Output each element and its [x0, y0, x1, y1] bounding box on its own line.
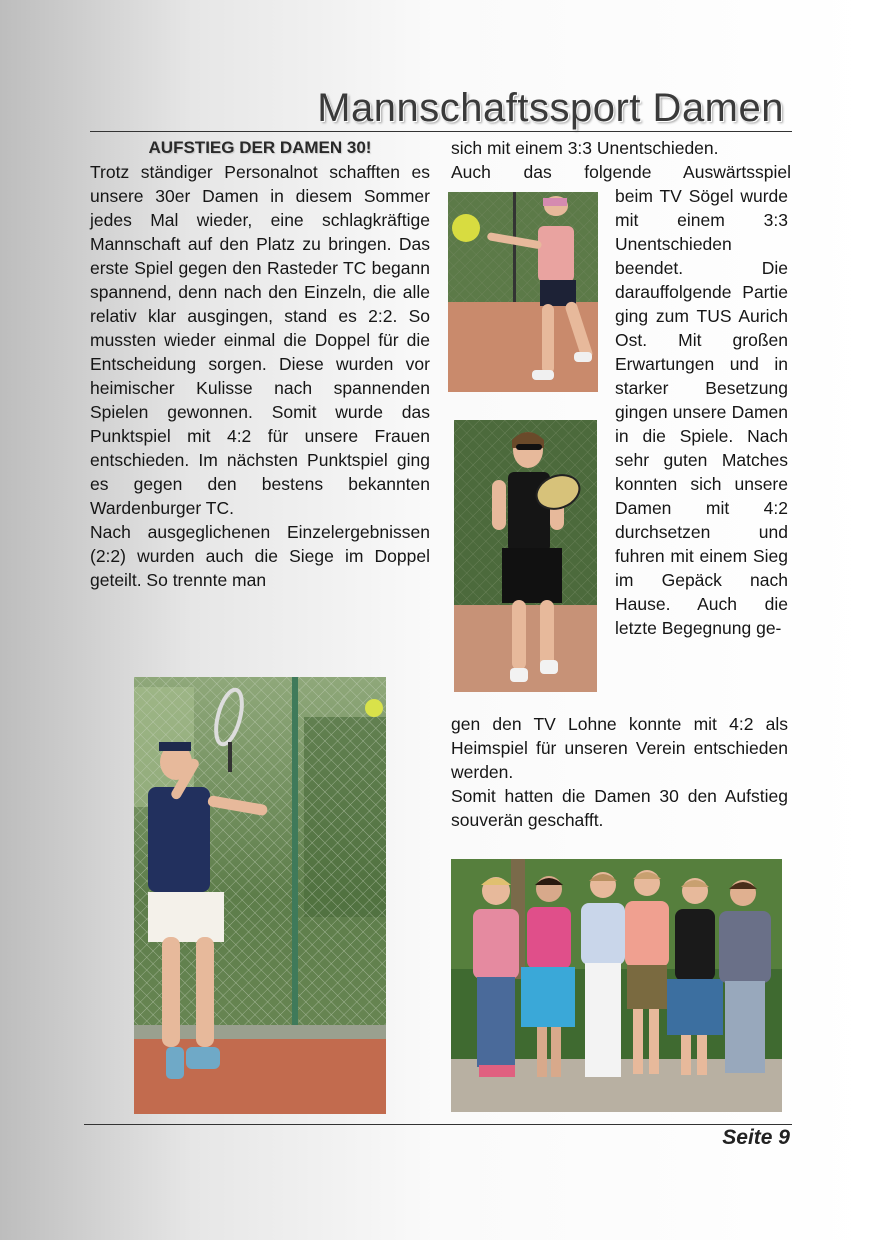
title-rule [90, 131, 792, 132]
article-column-right-wide [451, 712, 788, 832]
photo-player-serving [134, 677, 386, 1114]
article-line-1: sich mit einem 3:3 Unentschieden. [451, 138, 719, 158]
page-number: Seite 9 [722, 1126, 790, 1149]
article-heading: AUFSTIEG DER DAMEN 30! [148, 138, 372, 157]
article-paragraph-2: Nach ausgeglichenen Einzelergebnissen (2:2) wurden auch die Siege im Doppel geteilt. So trennte man [90, 522, 430, 590]
article-line-2: Auch das folgende Auswärtsspiel [451, 162, 791, 182]
article-column-right-narrow [615, 184, 788, 640]
photo-team-group [451, 859, 782, 1112]
article-column-left [90, 136, 430, 592]
article-paragraph-3: beim TV Sögel wurde mit einem 3:3 Unentschieden beendet. Die darauffolgende Partie ging zum TUS Aurich Ost. Mit großen Erwartungen und in starker Besetzung gingen unsere Damen in die Spiele. Nach sehr guten Matches konnten sich unsere Damen mit 4:2 durchsetzen und fuhren mit einem Sieg im Gepäck nach Hause. Auch die letzte Begegnung ge- [615, 186, 788, 638]
photo-player-forehand [448, 192, 598, 392]
page-title: Mannschaftssport Damen [317, 86, 784, 130]
footer-rule [84, 1124, 792, 1125]
article-paragraph-1: Trotz ständiger Personalnot schafften es unsere 30er Damen in diesem Sommer jedes Mal wieder, eine schlagkräftige Mannschaft auf den Platz zu bringen. Das erste Spiel gegen den Rasteder TC begann spannend, denn nach den Einzeln, die alle relativ klar ausgingen, stand es 2:2. So mussten wieder einmal die Doppel für die Entscheidung sorgen. Diese wurden vor heimischer Kulisse nach spannenden Spielen gewonnen. Somit wurde das Punktspiel mit 4:2 für unsere Frauen entschieden. Im nächsten Punktspiel ging es gegen den bestens bekannten Wardenburger TC. [90, 162, 430, 518]
article-paragraph-5: Somit hatten die Damen 30 den Aufstieg souverän geschafft. [451, 786, 788, 830]
photo-player-ready [454, 420, 597, 692]
article-paragraph-4: gen den TV Lohne konnte mit 4:2 als Heimspiel für unseren Verein entschieden werden. [451, 714, 788, 782]
